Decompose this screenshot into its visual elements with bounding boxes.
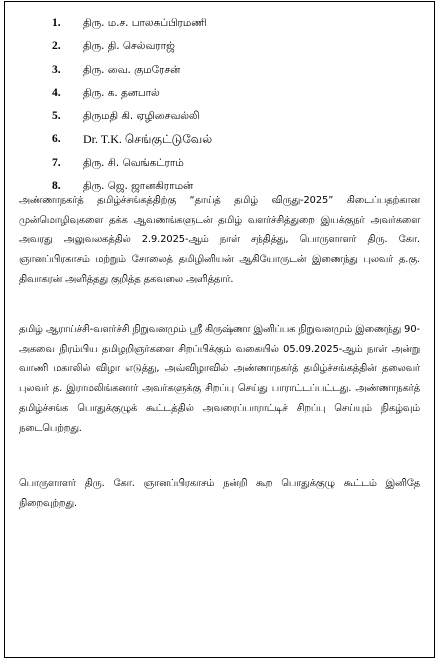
list-item-name: Dr. T.K. செங்குட்டுவேல் — [83, 132, 213, 147]
list-item-number: 8. — [52, 180, 61, 193]
list-item — [0, 12, 440, 35]
list-item-number: 2. — [52, 40, 61, 53]
list-item-number: 1. — [52, 17, 61, 29]
paragraph-felicitation: தமிழ் ஆராய்ச்சி-வளர்ச்சி நிறுவனமும் ஸ்ரீ கிருஷ்ணா இனிப்பக நிறுவனமும் இணைந்து 90-அகவை நிரம்பிய தமிழறிஞர்களை சிறப்பிக்கும் வகையில் 05.09.2025-ஆம் நாள் அன்று வாணி மகாலில் விழா எடுத்து, அவ்விழாவில் அண்ணாநகர்த் தமிழ்ச்சங்கத்தின் தலைவர் புலவர் த. இராமலிங்கனார் அவர்களுக்கு சிறப்பு செய்து பாராட்டப்பட்டது. அண்ணாநகர்த் தமிழ்ச்சங்க பொதுக்குழுக் கூட்டத்தில் அவரைப்பாராட்டிச் சிறப்பு செய்யும் நிகழ்வும் நடைபெற்றது. — [19, 324, 420, 434]
list-item-name: திரு. ம.ச. பாலசுப்பிரமணி — [83, 17, 207, 29]
list-item — [0, 59, 440, 82]
list-item-name: திரு. வை. குமரேசன் — [83, 63, 181, 76]
list-item — [0, 105, 440, 128]
list-item-number: 7. — [52, 156, 61, 169]
list-item-number: 4. — [52, 86, 61, 99]
list-item-number: 6. — [52, 133, 61, 146]
list-item-name: திரு. க. தனபால் — [83, 86, 160, 99]
list-item — [0, 128, 440, 151]
list-item-number: 3. — [52, 63, 61, 76]
member-list — [0, 12, 440, 198]
list-item-name: திரு. தி. செல்வராஜ் — [83, 40, 175, 53]
paragraph-award-proposal: அண்ணாநகர்த் தமிழ்ச்சங்கத்திற்கு “தாய்த் தமிழ் விருது-2025” கிடைப்பதற்கான முன்மொழிவுகளை தக்க ஆவணங்களுடன் தமிழ் வளர்ச்சித்துறை இயக்குநர் அவர்களை அவரது அலுவலகத்தில் 2.9.2025-ஆம் நாள் சந்தித்து, பொருளாளர் திரு. கோ. ஞானப்பிரகாசம் மற்றும் சோலைத் தமிழினியன் ஆகியோருடன் இணைந்து புலவர் த.கு. திவாகரன் அளித்தது குறித்த தகவலை அளித்தார். — [19, 195, 420, 285]
paragraph-vote-of-thanks: பொருளாளர் திரு. கோ. ஞானப்பிரகாசம் நன்றி கூற பொதுக்குழு கூட்டம் இனிதே நிறைவுற்றது. — [19, 478, 420, 509]
list-item-name: திருமதி கி. ஏழிசைவல்லி — [83, 110, 200, 123]
list-item-name: திரு. சி. வெங்கட்ராம் — [83, 156, 184, 169]
list-item — [0, 35, 440, 58]
list-item — [0, 152, 440, 175]
list-item — [0, 82, 440, 105]
list-item-number: 5. — [52, 110, 61, 123]
list-item-name: திரு. ஜெ. ஜானகிராமன் — [83, 180, 194, 193]
